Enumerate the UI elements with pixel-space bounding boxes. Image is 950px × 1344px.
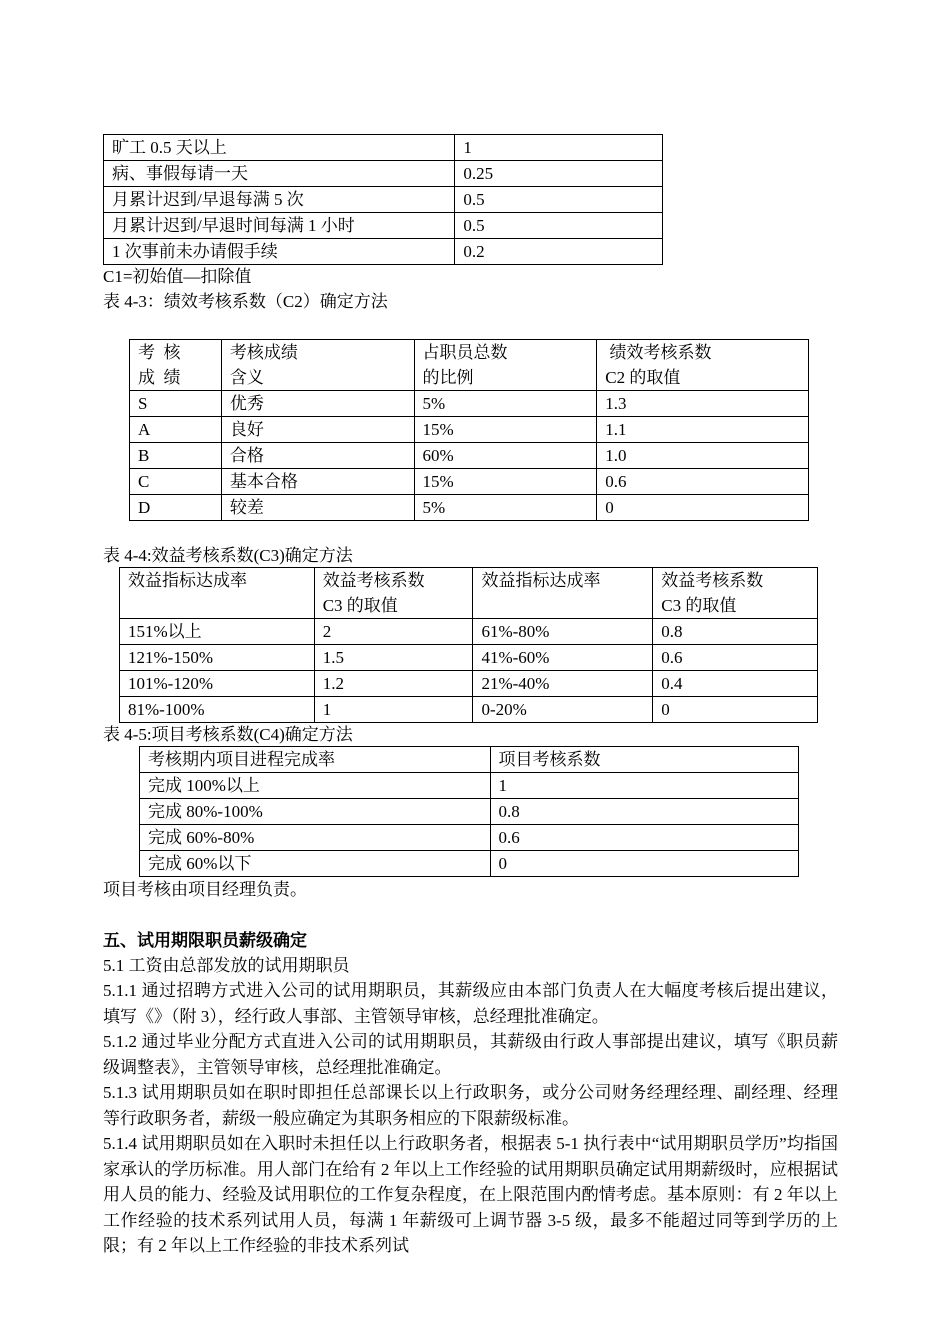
table-cell: B [130,443,222,469]
table-row [120,645,818,671]
header-cell-line [128,593,306,618]
table-row [130,417,809,443]
table-row [140,773,799,799]
table-cell: 0.6 [597,469,809,495]
table-header-row [130,340,809,391]
table-cell: 旷工 0.5 天以上 [104,135,455,161]
table-cell: 1 次事前未办请假手续 [104,239,455,265]
table-cell: 1 [490,773,799,799]
header-cell [414,340,597,391]
table-cell: 21%-40% [473,671,653,697]
table-cell: 60% [414,443,597,469]
table-cell: 0.4 [653,671,818,697]
table-cell: 1.5 [314,645,473,671]
table-cell: 优秀 [221,391,414,417]
table-cell: C [130,469,222,495]
note-c4: 项目考核由项目经理负责。 [103,880,307,899]
table-row [120,671,818,697]
table-row [120,619,818,645]
table-cell: 151%以上 [120,619,315,645]
table-cell: 合格 [221,443,414,469]
table-cell: 月累计迟到/早退每满 5 次 [104,187,455,213]
table-row [140,851,799,877]
header-cell [314,568,473,619]
table-row [104,161,663,187]
header-cell-line: 绩效考核系数 [605,343,712,362]
table-row [104,135,663,161]
header-cell-line: C3 的取值 [661,596,737,615]
table-cell: 完成 60%-80% [140,825,491,851]
table-row [140,799,799,825]
table-c4 [139,746,799,877]
table-c3-caption: 表 4-4:效益考核系数(C3)确定方法 [103,546,353,565]
table-cell: D [130,495,222,521]
table-cell: 0.8 [653,619,818,645]
table-cell: 15% [414,417,597,443]
deduction-table [103,134,663,265]
table-cell: A [130,417,222,443]
header-cell-line: 效益考核系数 [322,571,425,590]
table-cell: 0.5 [455,213,663,239]
table-cell: 基本合格 [221,469,414,495]
table-cell: 121%-150% [120,645,315,671]
table-c4-caption: 表 4-5:项目考核系数(C4)确定方法 [103,725,353,744]
table-row [104,187,663,213]
table-cell: 0.2 [455,239,663,265]
table-cell: 61%-80% [473,619,653,645]
paragraph-5-1-4: 5.1.4 试用期职员如在入职时未担任以上行政职务者，根据表 5-1 执行表中“试用期职员学历”均指国家承认的学历标准。用人部门在给有 2 年以上工作经验的试用期职员确定试用期薪级时，应根据试用人员的能力、经验及试用职位的工作复杂程度，在上限范围内酌情考虑。基本原则：有 2 年以上工作经验的技术系列试用人员，每满 1 年薪级可上调节器 3-5 级，最多不能超过同等到学历的上限；有 2 年以上工作经验的非技术系列试 [103,1134,838,1255]
table-header-row [140,747,799,773]
c1-formula: C1=初始值—扣除值 [103,267,252,286]
table-row [104,213,663,239]
table-c2-caption: 表 4-3：绩效考核系数（C2）确定方法 [103,292,388,311]
table-cell: 良好 [221,417,414,443]
table-cell: 0 [653,697,818,723]
table-cell: 完成 60%以下 [140,851,491,877]
table-cell: 月累计迟到/早退时间每满 1 小时 [104,213,455,239]
table-cell: 1 [455,135,663,161]
table-row [120,697,818,723]
table-row [130,443,809,469]
header-cell [597,340,809,391]
table-cell: 0.6 [653,645,818,671]
header-cell-line [481,593,644,618]
table-cell: 0.6 [490,825,799,851]
table-header-row [120,568,818,619]
table-c2 [129,339,809,521]
header-cell [120,568,315,619]
header-cell-line: 成 绩 [138,368,181,387]
header-cell-line: 的比例 [422,368,474,387]
header-cell-line: 效益指标达成率 [128,571,247,590]
table-cell: 0.8 [490,799,799,825]
table-cell: 1.3 [597,391,809,417]
table-cell: 0.5 [455,187,663,213]
paragraph-5-1-2: 5.1.2 通过毕业分配方式直进入公司的试用期职员，其薪级由行政人事部提出建议，填写《职员薪级调整表》，主管领导审核，总经理批准确定。 [103,1032,838,1077]
table-cell: 5% [414,495,597,521]
table-cell: 0-20% [473,697,653,723]
table-cell: S [130,391,222,417]
table-row [104,239,663,265]
header-cell-line: 考 核 [138,343,181,362]
table-cell: 完成 80%-100% [140,799,491,825]
table-row [130,391,809,417]
table-row [130,495,809,521]
table-cell: 0.25 [455,161,663,187]
header-cell: 考核期内项目进程完成率 [140,747,491,773]
header-cell-line: 占职员总数 [422,343,508,362]
header-cell [473,568,653,619]
table-cell: 81%-100% [120,697,315,723]
header-cell-line: C3 的取值 [322,596,398,615]
header-cell-line: C2 的取值 [605,368,681,387]
paragraph-5-1-1: 5.1.1 通过招聘方式进入公司的试用期职员，其薪级应由本部门负责人在大幅度考核后提出建议，填写《》（附 3），经行政人事部、主管领导审核，总经理批准确定。 [103,981,838,1026]
header-cell [653,568,818,619]
table-cell: 完成 100%以上 [140,773,491,799]
table-cell: 病、事假每请一天 [104,161,455,187]
table-cell: 1 [314,697,473,723]
paragraph-5-1-3: 5.1.3 试用期职员如在职时即担任总部课长以上行政职务，或分公司财务经理经理、副经理、经理等行政职务者，薪级一般应确定为其职务相应的下限薪级标准。 [103,1083,838,1128]
table-cell: 0 [490,851,799,877]
table-cell: 15% [414,469,597,495]
table-cell: 较差 [221,495,414,521]
header-cell-line: 效益指标达成率 [481,571,601,590]
header-cell-line: 效益考核系数 [661,571,764,590]
table-cell: 41%-60% [473,645,653,671]
table-c3 [119,567,818,723]
header-cell-line: 含义 [229,368,264,387]
paragraph-5-1: 5.1 工资由总部发放的试用期职员 [103,956,350,975]
table-row [140,825,799,851]
header-cell: 项目考核系数 [490,747,799,773]
header-cell [221,340,414,391]
header-cell-line: 考核成绩 [229,343,298,362]
table-cell: 1.1 [597,417,809,443]
table-cell: 2 [314,619,473,645]
table-cell: 0 [597,495,809,521]
table-row [130,469,809,495]
section-heading: 五、试用期限职员薪级确定 [103,931,307,950]
table-cell: 101%-120% [120,671,315,697]
header-cell [130,340,222,391]
table-cell: 1.0 [597,443,809,469]
table-cell: 5% [414,391,597,417]
table-cell: 1.2 [314,671,473,697]
